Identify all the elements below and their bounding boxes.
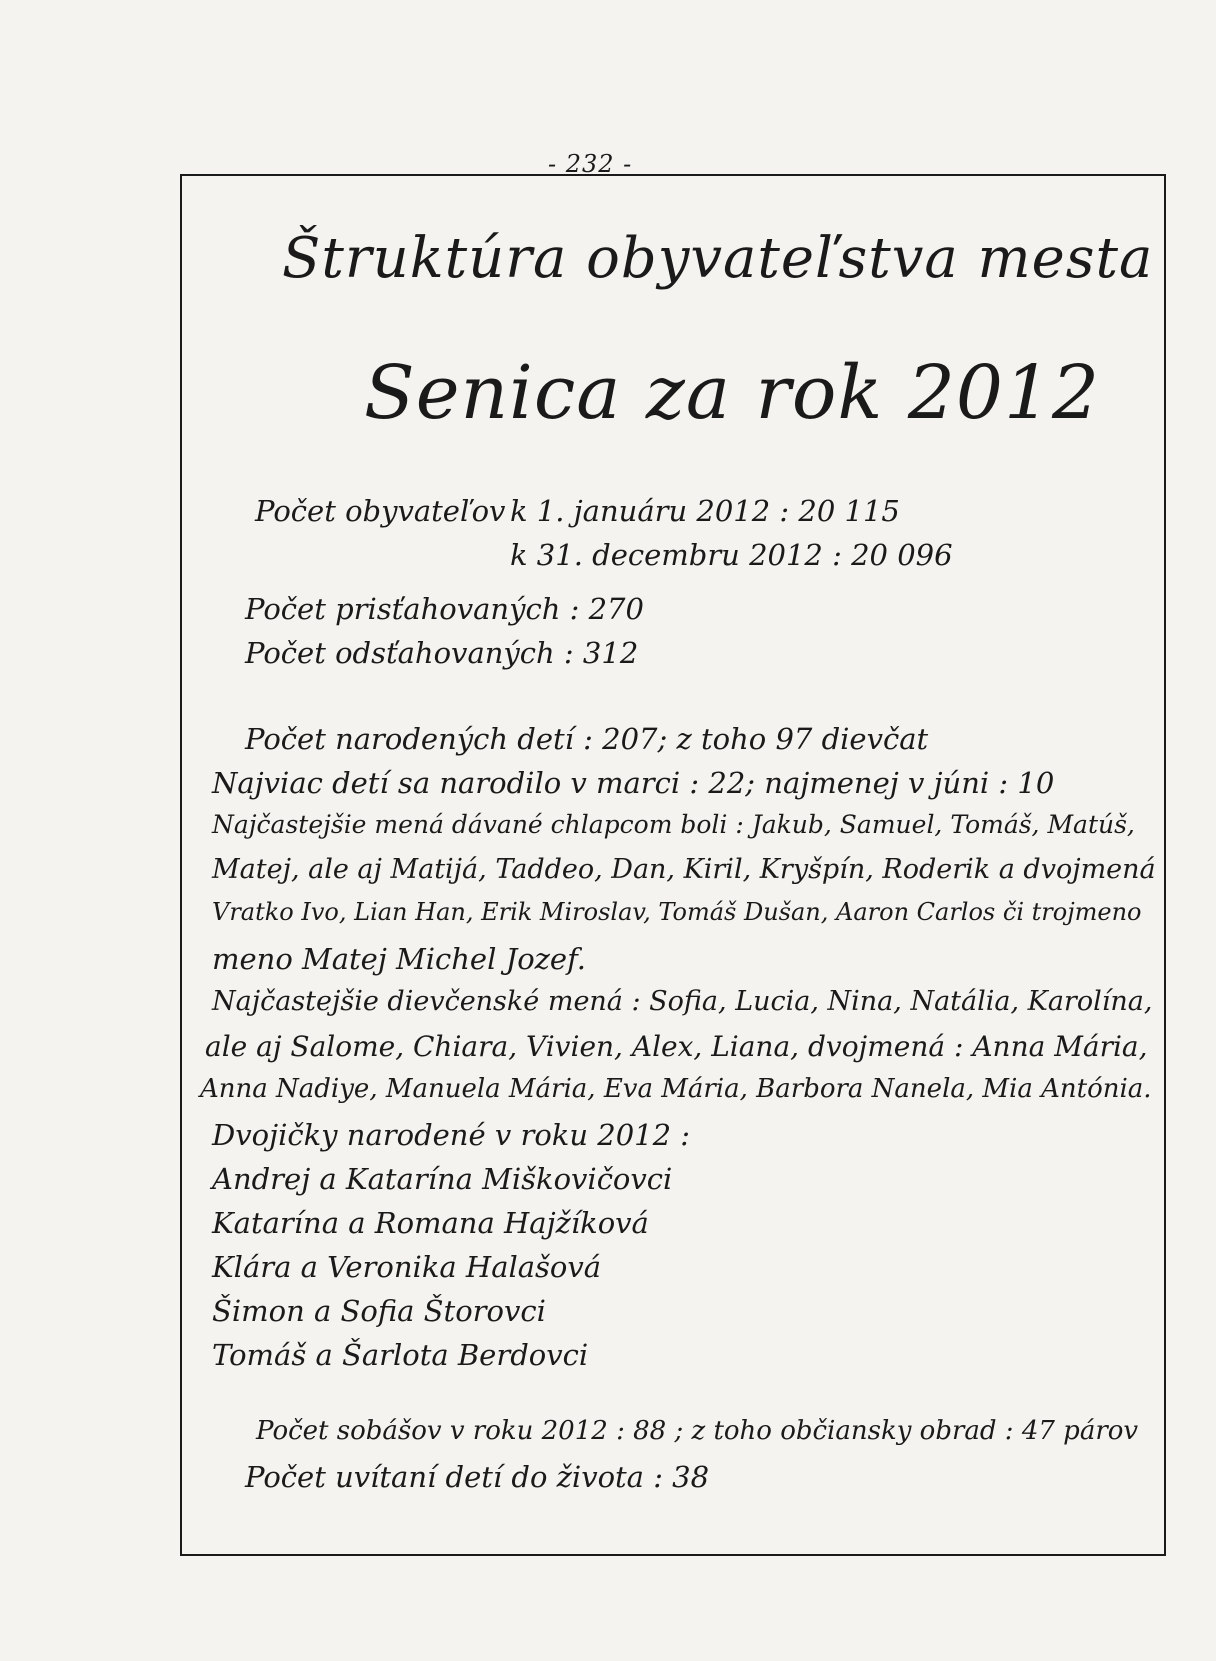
population-january: k 1. januáru 2012 : 20 115 <box>510 494 900 528</box>
births-months: Najviac detí sa narodilo v marci : 22; najmenej v júni : 10 <box>212 766 1055 800</box>
moved-out: Počet odsťahovaných : 312 <box>245 636 639 670</box>
girls-names-1: Najčastejšie dievčenské mená : Sofia, Lucia, Nina, Natália, Karolína, <box>212 986 1153 1017</box>
twins-pair: Šimon a Sofia Štorovci <box>212 1294 546 1328</box>
population-december: k 31. decembru 2012 : 20 096 <box>510 538 953 572</box>
population-label: Počet obyvateľov <box>255 494 506 528</box>
page-number: - 232 - <box>548 150 633 178</box>
girls-names-3: Anna Nadiye, Manuela Mária, Eva Mária, Barbora Nanela, Mia Antónia. <box>200 1074 1152 1104</box>
twins-pair: Andrej a Katarína Miškovičovci <box>212 1162 673 1196</box>
moved-in: Počet prisťahovaných : 270 <box>245 592 644 626</box>
boys-names-2: Matej, ale aj Matijá, Taddeo, Dan, Kiril, Kryšpín, Roderik a dvojmená <box>212 854 1156 885</box>
twins-pair: Katarína a Romana Hajžíková <box>212 1206 649 1240</box>
boys-names-1: Najčastejšie mená dávané chlapcom boli : Jakub, Samuel, Tomáš, Matúš, <box>212 810 1135 839</box>
boys-names-4: meno Matej Michel Jozef. <box>212 942 587 976</box>
twins-pair: Klára a Veronika Halašová <box>212 1250 602 1284</box>
title-line-2: Senica za rok 2012 <box>364 350 1101 436</box>
twins-heading: Dvojičky narodené v roku 2012 : <box>212 1118 691 1152</box>
births-total: Počet narodených detí : 207; z toho 97 dievčat <box>245 722 929 756</box>
title-line-1: Štruktúra obyvateľstva mesta <box>282 226 1154 291</box>
boys-names-3: Vratko Ivo, Lian Han, Erik Miroslav, Tomáš Dušan, Aaron Carlos či trojmeno <box>212 898 1142 926</box>
marriages: Počet sobášov v roku 2012 : 88 ; z toho občiansky obrad : 47 párov <box>256 1416 1139 1446</box>
girls-names-2: ale aj Salome, Chiara, Vivien, Alex, Liana, dvojmená : Anna Mária, <box>205 1030 1148 1063</box>
baptisms: Počet uvítaní detí do života : 38 <box>245 1460 710 1494</box>
twins-pair: Tomáš a Šarlota Berdovci <box>212 1338 589 1372</box>
